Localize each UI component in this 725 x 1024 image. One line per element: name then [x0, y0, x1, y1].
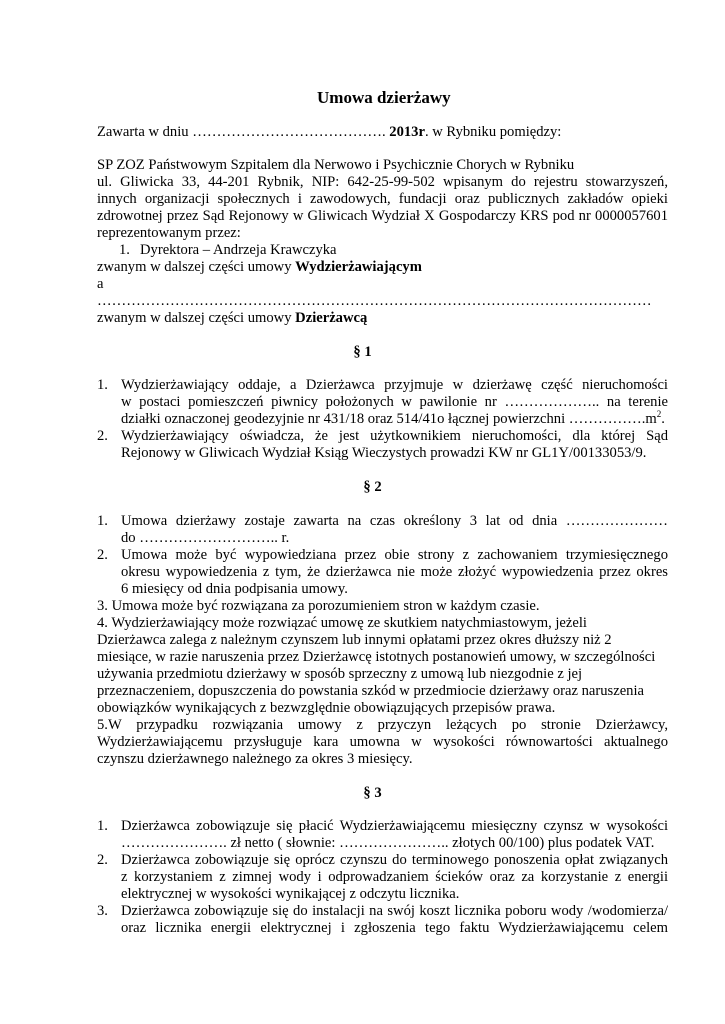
- s1-item-number: 2.: [97, 428, 108, 444]
- s1-item-line: Rejonowy w Gliwicach Wydział Ksiąg Wieczystych prowadzi KW nr GL1Y/00133053/9.: [121, 445, 647, 461]
- s2-item-line: do ……………………….. r.: [121, 530, 290, 546]
- s2-item-line: 6 miesięcy od dnia podpisania umowy.: [121, 581, 348, 597]
- s1-area-end: .: [661, 411, 665, 427]
- s2-item-line: miesiące, w razie naruszenia przez Dzierżawcę istotnych postanowień umowy, w szczególności: [97, 649, 656, 665]
- s3-item-line: oraz licznika energii elektrycznej i zgłoszenia tego faktu Wydzierżawiającemu celem: [121, 920, 668, 936]
- section-2-heading: § 2: [363, 479, 382, 495]
- s2-item-line: czynszu dzierżawnego należnego za okres 3 miesięcy.: [97, 751, 413, 767]
- s3-item-number: 1.: [97, 818, 108, 834]
- conjunction: a: [97, 276, 104, 292]
- party2-role-prefix: zwanym w dalszej części umowy: [97, 310, 296, 326]
- s1-area-unit-exponent: 2: [656, 409, 662, 419]
- s2-item-line: Umowa może być wypowiedziana przez obie strony z zachowaniem trzymiesięcznego: [121, 547, 668, 563]
- s3-item-line: Dzierżawca zobowiązuje się oprócz czynszu do terminowego ponoszenia opłat związanych: [121, 852, 668, 868]
- s2-item-number: 2.: [97, 547, 108, 563]
- s2-item-line: 4. Wydzierżawiający może rozwiązać umowę ze skutkiem natychmiastowym, jeżeli: [97, 615, 587, 631]
- s2-item-line: obowiązków wynikających z bezwzględnie obowiązujących przepisów prawa.: [97, 700, 556, 716]
- s3-item-line: Dzierżawca zobowiązuje się płacić Wydzierżawiającemu miesięczny czynsz w wysokości: [121, 818, 668, 834]
- party2-role-line: [97, 310, 367, 327]
- intro-year: 2013r: [389, 124, 425, 140]
- s2-item-line: Wydzierżawiającemu przysługuje kara umowna w wysokości równowartości aktualnego: [97, 734, 668, 750]
- representative-number: 1.: [119, 242, 130, 258]
- s3-item-line: …………………. zł netto ( słownie: ………………….. złotych 00/100) plus podatek VAT.: [121, 835, 655, 851]
- representative: Dyrektora – Andrzeja Krawczyka: [140, 242, 337, 258]
- party1-line: zdrowotnej przez Sąd Rejonowy w Gliwicach Wydział X Gospodarczy KRS pod nr 0000057601: [97, 208, 668, 224]
- party2-role: Dzierżawcą: [295, 310, 368, 326]
- s2-item-line: przeznaczeniem, dopuszczenia do powstania szkód w przedmiocie dzierżawy oraz naruszenia: [97, 683, 645, 699]
- s1-item-number: 1.: [97, 377, 108, 393]
- s1-item-line: Wydzierżawiający oświadcza, że jest użytkownikiem nieruchomości, dla której Sąd: [121, 428, 668, 444]
- s2-item-line: Dzierżawca zalega z należnym czynszem lub innymi opłatami przez okres dłuższy niż 2: [97, 632, 612, 648]
- intro-line: [97, 124, 561, 141]
- party1-line: ul. Gliwicka 33, 44-201 Rybnik, NIP: 642-25-99-502 wpisanym do rejestru stowarzyszeń,: [97, 174, 668, 190]
- section-1-heading: § 1: [353, 344, 372, 360]
- intro-date-blank: Zawarta w dniu ………………………………….: [97, 124, 386, 140]
- s3-item-line: z korzystaniem z zimnej wody i odprowadzaniem ścieków oraz za korzystanie z energii: [121, 869, 668, 885]
- document-title: Umowa dzierżawy: [317, 88, 451, 107]
- s1-area-text: działki oznaczonej geodezyjnie nr 431/18 oraz 514/41o łącznej powierzchni …………….m: [121, 411, 657, 427]
- party2-blank: ……………………………………………………………………………………………………: [97, 293, 652, 309]
- s2-item-line: 3. Umowa może być rozwiązana za porozumieniem stron w każdym czasie.: [97, 598, 540, 614]
- s3-item-number: 3.: [97, 903, 108, 919]
- party1-role-line: [97, 259, 422, 276]
- party1-role-prefix: zwanym w dalszej części umowy: [97, 259, 296, 275]
- s2-item-line: okresu wypowiedzenia z tym, że dzierżawca nie może złożyć wypowiedzenia przez okres: [121, 564, 668, 580]
- party1-line: reprezentowanym przez:: [97, 225, 241, 241]
- party1-name: SP ZOZ Państwowym Szpitalem dla Nerwowo i Psychicznie Chorych w Rybniku: [97, 157, 575, 173]
- s3-item-line: elektrycznej w wysokości wynikającej z odczytu licznika.: [121, 886, 460, 902]
- s2-item-line: używania przedmiotu dzierżawy w sposób sprzeczny z umową lub niezgodnie z jej: [97, 666, 583, 682]
- s1-item-line: [121, 411, 665, 428]
- s3-item-line: Dzierżawca zobowiązuje się do instalacji na swój koszt licznika poboru wody /wodomierza/: [121, 903, 668, 919]
- party1-role: Wydzierżawiającym: [295, 259, 422, 275]
- s2-item-number: 1.: [97, 513, 108, 529]
- s1-item-line: Wydzierżawiający oddaje, a Dzierżawca przyjmuje w dzierżawę część nieruchomości: [121, 377, 668, 393]
- intro-place: . w Rybniku pomiędzy:: [424, 124, 562, 140]
- s2-item-line: 5.W przypadku rozwiązania umowy z przyczyn leżących po stronie Dzierżawcy,: [97, 717, 668, 733]
- party1-line: innych organizacji społecznych i zawodowych, fundacji oraz publicznych zakładów opieki: [97, 191, 668, 207]
- s1-item-line: w postaci pomieszczeń piwnicy położonych w pawilonie nr ……………….. na terenie: [121, 394, 668, 410]
- s3-item-number: 2.: [97, 852, 108, 868]
- s2-item-line: Umowa dzierżawy zostaje zawarta na czas określony 3 lat od dnia …………………: [121, 513, 668, 529]
- section-3-heading: § 3: [363, 785, 382, 801]
